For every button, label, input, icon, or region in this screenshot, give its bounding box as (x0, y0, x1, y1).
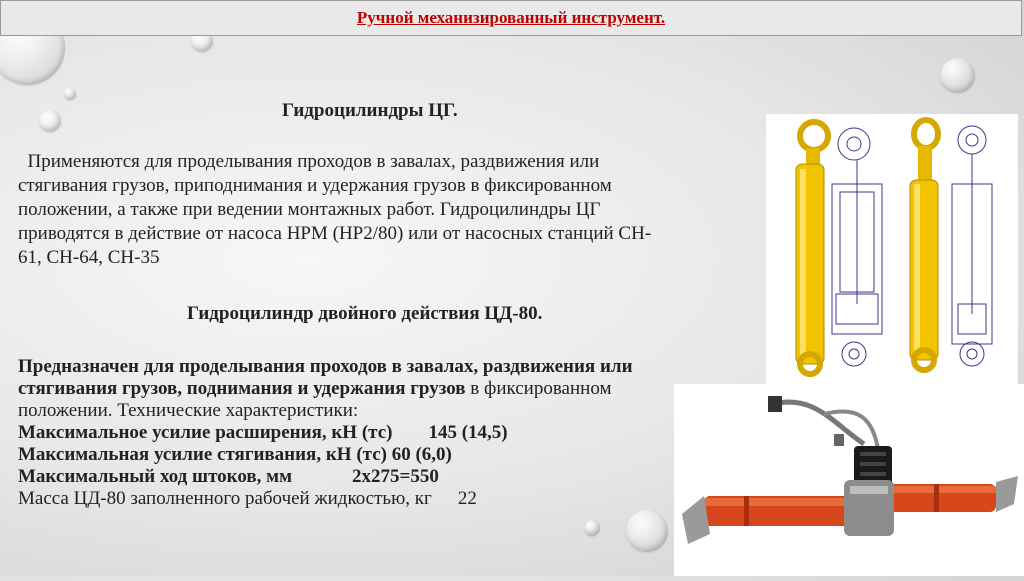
text-line: Предназначен для проделывания проходов в завалах, раздвижения или (18, 356, 633, 377)
text-line: положении, а также при ведении монтажных работ. Гидроцилиндры ЦГ (18, 199, 601, 220)
yellow-cylinder-left (796, 122, 828, 374)
text-line: стягивания грузов, приподнимания и удержания грузов в фиксированном (18, 175, 612, 196)
text-line: Применяются для проделывания проходов в завалах, раздвижения или (18, 151, 600, 172)
spec-value: 60 (6,0) (391, 444, 452, 465)
bubble-decoration (940, 58, 975, 93)
text-fragment: в фиксированном (465, 378, 612, 399)
section-title-cd80: Гидроцилиндр двойного действия ЦД-80. (187, 303, 543, 324)
text-line (18, 378, 678, 400)
cylinder-drawing-svg (766, 114, 1018, 386)
text-line: приводятся в действие от насоса НРМ (НР2/80) или от насосных станций СН- (18, 223, 652, 244)
cd80-photo-svg (674, 384, 1024, 576)
slide-header (0, 0, 1022, 36)
hydraulic-cylinder-image (766, 114, 1018, 386)
section-title-cg: Гидроцилиндры ЦГ. (282, 100, 458, 121)
spec-label: Максимальный ход штоков, мм (18, 466, 293, 487)
spec-row (18, 466, 678, 488)
section-description-cg (18, 150, 743, 270)
text-line: положении. Технические характеристики: (18, 400, 359, 421)
cylinder-drawing-left (832, 128, 882, 366)
bubble-decoration (584, 520, 600, 536)
spec-row (18, 488, 678, 510)
spec-row (18, 422, 678, 444)
spec-value: 145 (14,5) (428, 422, 508, 443)
spec-label: Максимальная усилие стягивания, кН (тс) (18, 444, 387, 465)
bubble-decoration (626, 510, 668, 552)
slide-title: Ручной механизированный инструмент. (356, 8, 666, 27)
spec-label: Масса ЦД-80 заполненного рабочей жидкостью, кг (18, 488, 432, 509)
section-description-cd80 (18, 356, 678, 510)
double-action-cylinder-image (674, 384, 1024, 576)
cylinder-drawing-right (952, 126, 992, 366)
bubble-decoration (39, 110, 61, 132)
text-bold-fragment: стягивания грузов, поднимания и удержания грузов (18, 378, 466, 399)
bubble-decoration (64, 88, 76, 100)
spec-label: Максимальное усилие расширения, кН (тс) (18, 422, 393, 443)
spec-value: 2х275=550 (352, 466, 439, 487)
text-line: 61, СН-64, СН-35 (18, 247, 160, 268)
yellow-cylinder-right (910, 120, 938, 370)
spec-value: 22 (457, 488, 477, 509)
spec-row (18, 444, 678, 466)
